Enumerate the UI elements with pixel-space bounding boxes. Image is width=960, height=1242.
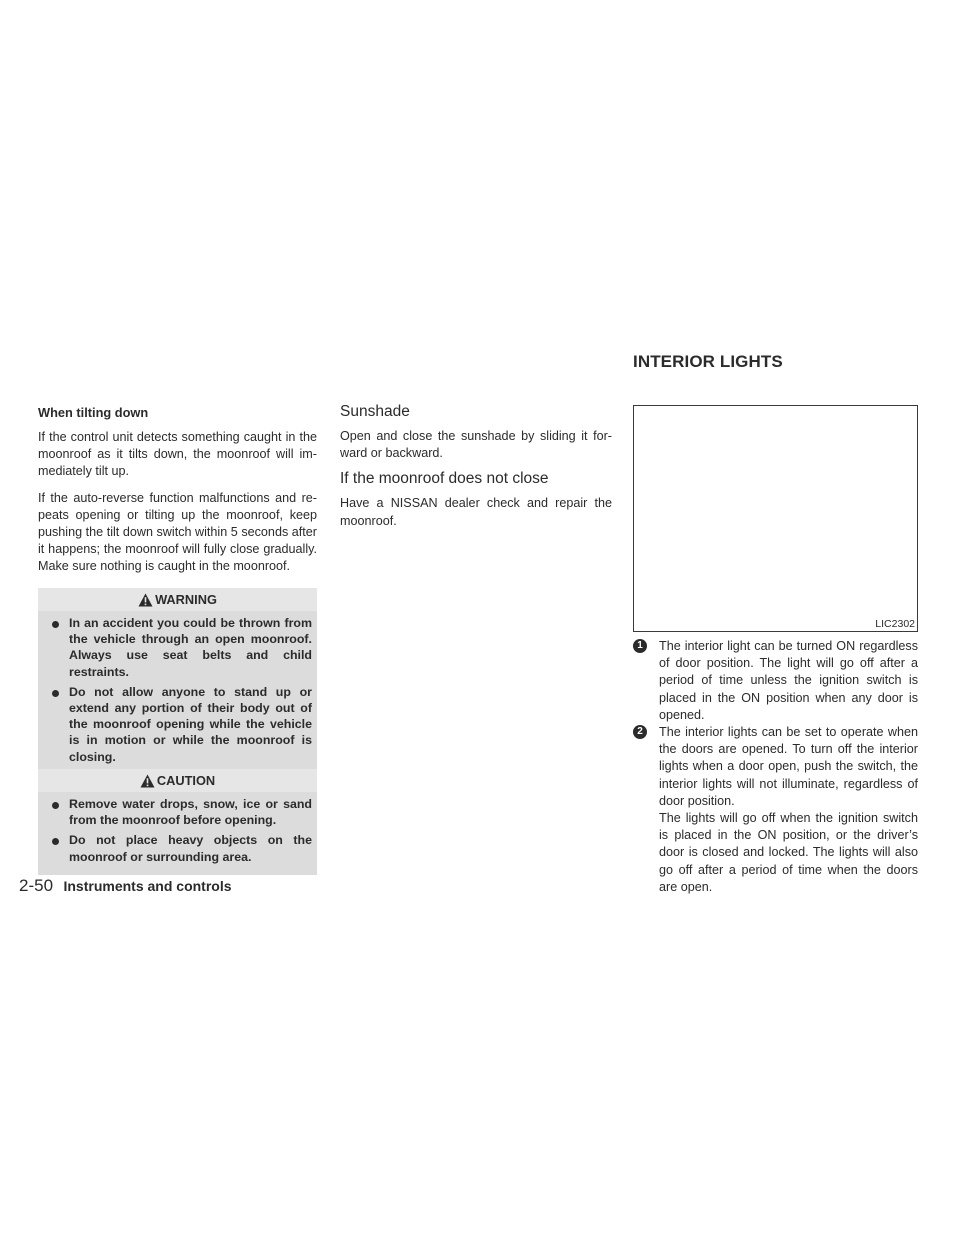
caution-item: Remove water drops, snow, ice or sand from the moonroof before opening. <box>44 796 312 828</box>
not-close-text: Have a NISSAN dealer check and repair the moonroof. <box>340 496 612 528</box>
caution-icon <box>140 774 155 788</box>
warning-title: WARNING <box>155 592 217 607</box>
page-number: 2-50 <box>19 876 54 895</box>
warning-header <box>38 588 317 611</box>
page-footer <box>19 876 232 896</box>
warning-icon <box>138 593 153 607</box>
caution-box <box>38 769 317 875</box>
not-close-heading: If the moonroof does not close <box>340 470 549 488</box>
item-text: The interior light can be turned ON regardless of door position. The light will go off after a period of time unless the ignition switch is placed in the ON position when any door is opened. <box>659 639 918 722</box>
chapter-title: Instruments and controls <box>63 878 232 894</box>
warning-item: In an accident you could be thrown from the vehicle through an open moonroof. Always use seat belts and child restraints. <box>44 615 312 680</box>
interior-light-figure <box>633 405 918 632</box>
numbered-item-1 <box>633 638 918 724</box>
numbered-item-2 <box>633 724 918 896</box>
paragraph: If the auto-reverse function malfunctions and repeats opening or tilting up the moonroof, keep pushing the tilt down switch within 5 seconds after it happens; the moonroof will fully close gradually. Make sure nothing is caught in the moonroof. <box>38 490 317 574</box>
sunshade-heading: Sunshade <box>340 403 410 420</box>
paragraph: If the control unit detects something caught in the moonroof as it tilts down, the moonroof will immediately tilt up. <box>38 430 317 479</box>
warning-item: Do not allow anyone to stand up or extend any portion of their body out of the moonroof opening while the vehicle is in motion or while the moonroof is closing. <box>44 684 312 765</box>
caution-title: CAUTION <box>156 773 216 788</box>
middle-column <box>340 403 612 530</box>
warning-box <box>38 588 317 775</box>
item-text-continued: The lights will go off when the ignition switch is placed in the ON position, or the driver’s door is closed and locked. The lights will also go off after a period of time when the doors are open. <box>659 811 918 894</box>
caution-header <box>38 769 317 792</box>
caution-item: Do not place heavy objects on the moonroof or surrounding area. <box>44 832 312 864</box>
callout-2-icon: 2 <box>633 725 647 739</box>
section-title: INTERIOR LIGHTS <box>633 352 783 371</box>
sunshade-text: Open and close the sunshade by sliding it forward or backward. <box>340 429 612 461</box>
callout-1-icon: 1 <box>633 639 647 653</box>
item-text: The interior lights can be set to operate when the doors are opened. To turn off the interior lights when a door open, push the switch, the interior lights will not illuminate, regardless of door position. <box>659 725 918 808</box>
figure-code: LIC2302 <box>875 618 915 630</box>
subhead-tilting-down: When tilting down <box>38 405 149 420</box>
left-column <box>38 405 317 576</box>
